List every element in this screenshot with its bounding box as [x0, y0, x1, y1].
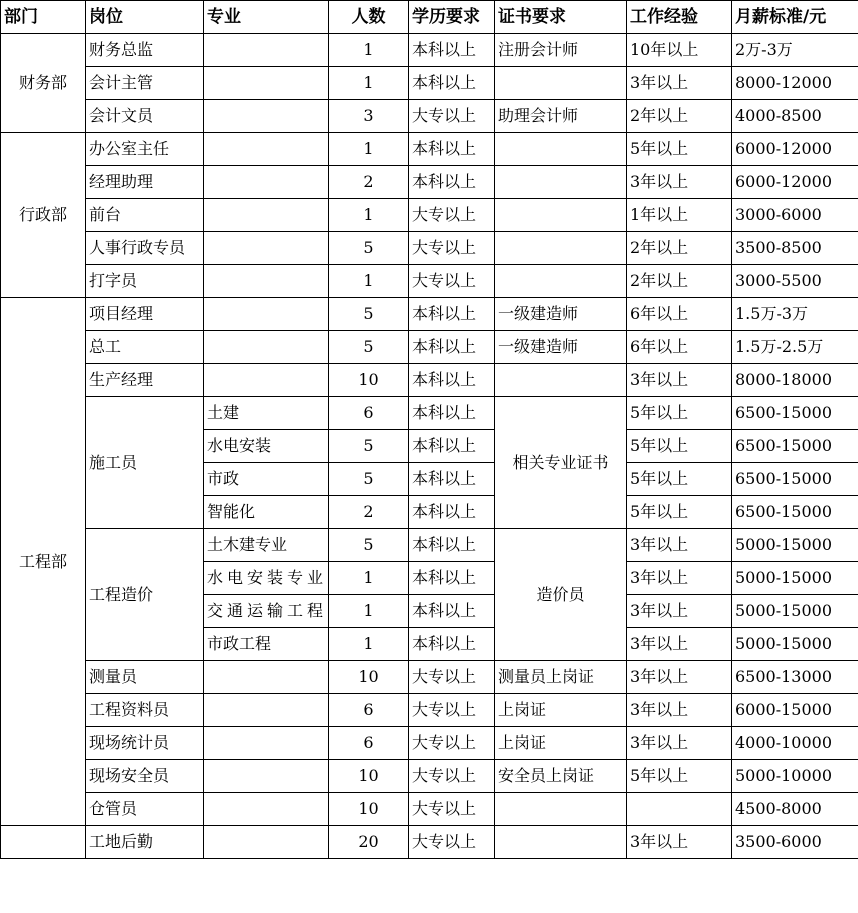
experience-cell: 5年以上 [627, 463, 732, 496]
experience-cell: 3年以上 [627, 67, 732, 100]
position-cell: 总工 [86, 331, 204, 364]
count-cell: 1 [329, 133, 409, 166]
experience-cell: 3年以上 [627, 595, 732, 628]
certificate-cell: 安全员上岗证 [495, 760, 627, 793]
experience-cell: 5年以上 [627, 496, 732, 529]
header-position: 岗位 [86, 1, 204, 34]
experience-cell: 6年以上 [627, 331, 732, 364]
department-cell [1, 826, 86, 859]
department-cell: 财务部 [1, 34, 86, 133]
certificate-cell: 测量员上岗证 [495, 661, 627, 694]
experience-cell: 5年以上 [627, 133, 732, 166]
certificate-cell: 上岗证 [495, 727, 627, 760]
count-cell: 6 [329, 727, 409, 760]
experience-cell [627, 793, 732, 826]
certificate-cell: 一级建造师 [495, 298, 627, 331]
salary-cell: 5000-15000 [732, 562, 858, 595]
count-cell: 10 [329, 661, 409, 694]
experience-cell: 5年以上 [627, 397, 732, 430]
salary-cell: 5000-15000 [732, 529, 858, 562]
education-cell: 本科以上 [409, 430, 495, 463]
certificate-cell: 相关专业证书 [495, 397, 627, 529]
major-cell [204, 727, 329, 760]
table-row [1, 199, 858, 232]
major-cell: 水电安装 [204, 430, 329, 463]
table-row [1, 694, 858, 727]
education-cell: 本科以上 [409, 331, 495, 364]
salary-cell: 4000-8500 [732, 100, 858, 133]
salary-cell: 8000-18000 [732, 364, 858, 397]
table-row [1, 364, 858, 397]
count-cell: 1 [329, 562, 409, 595]
experience-cell: 2年以上 [627, 265, 732, 298]
table-row [1, 34, 858, 67]
header-major: 专业 [204, 1, 329, 34]
education-cell: 本科以上 [409, 562, 495, 595]
table-row [1, 529, 858, 562]
major-cell [204, 67, 329, 100]
major-cell [204, 331, 329, 364]
experience-cell: 6年以上 [627, 298, 732, 331]
header-salary: 月薪标准/元 [732, 1, 858, 34]
salary-cell: 1.5万-2.5万 [732, 331, 858, 364]
table-row [1, 67, 858, 100]
position-cell: 生产经理 [86, 364, 204, 397]
certificate-cell: 注册会计师 [495, 34, 627, 67]
salary-cell: 5000-15000 [732, 595, 858, 628]
experience-cell: 2年以上 [627, 100, 732, 133]
major-cell [204, 661, 329, 694]
count-cell: 10 [329, 793, 409, 826]
major-cell: 水电安装专业 [204, 562, 329, 595]
count-cell: 10 [329, 364, 409, 397]
certificate-cell [495, 199, 627, 232]
salary-cell: 6000-15000 [732, 694, 858, 727]
salary-cell: 6500-15000 [732, 397, 858, 430]
education-cell: 本科以上 [409, 628, 495, 661]
experience-cell: 3年以上 [627, 166, 732, 199]
certificate-cell: 一级建造师 [495, 331, 627, 364]
education-cell: 本科以上 [409, 364, 495, 397]
count-cell: 5 [329, 463, 409, 496]
count-cell: 1 [329, 595, 409, 628]
table-row [1, 331, 858, 364]
salary-cell: 3000-5500 [732, 265, 858, 298]
experience-cell: 1年以上 [627, 199, 732, 232]
education-cell: 大专以上 [409, 661, 495, 694]
table-row [1, 793, 858, 826]
position-cell: 测量员 [86, 661, 204, 694]
education-cell: 本科以上 [409, 298, 495, 331]
certificate-cell [495, 133, 627, 166]
count-cell: 1 [329, 34, 409, 67]
position-cell: 会计文员 [86, 100, 204, 133]
header-experience: 工作经验 [627, 1, 732, 34]
position-cell: 办公室主任 [86, 133, 204, 166]
certificate-cell [495, 793, 627, 826]
experience-cell: 3年以上 [627, 727, 732, 760]
position-cell: 打字员 [86, 265, 204, 298]
certificate-cell: 助理会计师 [495, 100, 627, 133]
certificate-cell: 造价员 [495, 529, 627, 661]
education-cell: 大专以上 [409, 199, 495, 232]
salary-cell: 3500-6000 [732, 826, 858, 859]
education-cell: 大专以上 [409, 100, 495, 133]
department-cell: 工程部 [1, 298, 86, 826]
experience-cell: 3年以上 [627, 826, 732, 859]
education-cell: 本科以上 [409, 166, 495, 199]
certificate-cell [495, 364, 627, 397]
certificate-cell [495, 67, 627, 100]
major-cell [204, 298, 329, 331]
salary-cell: 6500-13000 [732, 661, 858, 694]
education-cell: 本科以上 [409, 397, 495, 430]
table-row [1, 760, 858, 793]
major-cell [204, 826, 329, 859]
major-cell [204, 694, 329, 727]
major-cell: 智能化 [204, 496, 329, 529]
experience-cell: 10年以上 [627, 34, 732, 67]
major-cell [204, 793, 329, 826]
certificate-cell: 上岗证 [495, 694, 627, 727]
education-cell: 大专以上 [409, 826, 495, 859]
header-department: 部门 [1, 1, 86, 34]
position-cell: 工程资料员 [86, 694, 204, 727]
count-cell: 5 [329, 331, 409, 364]
position-cell: 经理助理 [86, 166, 204, 199]
salary-cell: 6500-15000 [732, 496, 858, 529]
position-cell: 人事行政专员 [86, 232, 204, 265]
position-cell: 项目经理 [86, 298, 204, 331]
salary-cell: 3500-8500 [732, 232, 858, 265]
salary-cell: 6000-12000 [732, 133, 858, 166]
salary-cell: 1.5万-3万 [732, 298, 858, 331]
position-cell: 工程造价 [86, 529, 204, 661]
count-cell: 2 [329, 166, 409, 199]
position-cell: 财务总监 [86, 34, 204, 67]
count-cell: 10 [329, 760, 409, 793]
table-row [1, 133, 858, 166]
salary-cell: 5000-15000 [732, 628, 858, 661]
experience-cell: 3年以上 [627, 661, 732, 694]
major-cell [204, 364, 329, 397]
salary-cell: 6000-12000 [732, 166, 858, 199]
count-cell: 2 [329, 496, 409, 529]
salary-cell: 3000-6000 [732, 199, 858, 232]
major-cell: 市政工程 [204, 628, 329, 661]
education-cell: 本科以上 [409, 34, 495, 67]
education-cell: 本科以上 [409, 133, 495, 166]
table-row [1, 826, 858, 859]
header-education: 学历要求 [409, 1, 495, 34]
education-cell: 本科以上 [409, 67, 495, 100]
table-row [1, 727, 858, 760]
experience-cell: 5年以上 [627, 760, 732, 793]
position-cell: 施工员 [86, 397, 204, 529]
education-cell: 本科以上 [409, 463, 495, 496]
table-row [1, 166, 858, 199]
major-cell [204, 133, 329, 166]
major-cell [204, 199, 329, 232]
count-cell: 1 [329, 67, 409, 100]
education-cell: 大专以上 [409, 793, 495, 826]
count-cell: 5 [329, 232, 409, 265]
count-cell: 6 [329, 397, 409, 430]
position-cell: 前台 [86, 199, 204, 232]
education-cell: 本科以上 [409, 595, 495, 628]
table-row [1, 265, 858, 298]
major-cell: 土木建专业 [204, 529, 329, 562]
experience-cell: 3年以上 [627, 562, 732, 595]
count-cell: 5 [329, 529, 409, 562]
table-row [1, 661, 858, 694]
major-cell: 市政 [204, 463, 329, 496]
salary-cell: 4000-10000 [732, 727, 858, 760]
major-cell [204, 232, 329, 265]
major-cell: 交通运输工程 [204, 595, 329, 628]
education-cell: 大专以上 [409, 265, 495, 298]
major-cell [204, 100, 329, 133]
experience-cell: 3年以上 [627, 529, 732, 562]
certificate-cell [495, 826, 627, 859]
certificate-cell [495, 232, 627, 265]
count-cell: 3 [329, 100, 409, 133]
education-cell: 大专以上 [409, 760, 495, 793]
position-cell: 仓管员 [86, 793, 204, 826]
major-cell [204, 760, 329, 793]
major-cell: 土建 [204, 397, 329, 430]
position-cell: 现场安全员 [86, 760, 204, 793]
education-cell: 大专以上 [409, 232, 495, 265]
position-cell: 工地后勤 [86, 826, 204, 859]
salary-cell: 6500-15000 [732, 463, 858, 496]
experience-cell: 3年以上 [627, 628, 732, 661]
certificate-cell [495, 166, 627, 199]
table-row [1, 397, 858, 430]
header-certificate: 证书要求 [495, 1, 627, 34]
salary-cell: 4500-8000 [732, 793, 858, 826]
major-cell [204, 265, 329, 298]
count-cell: 20 [329, 826, 409, 859]
position-cell: 现场统计员 [86, 727, 204, 760]
salary-cell: 8000-12000 [732, 67, 858, 100]
position-cell: 会计主管 [86, 67, 204, 100]
header-row [1, 1, 858, 34]
department-cell: 行政部 [1, 133, 86, 298]
experience-cell: 2年以上 [627, 232, 732, 265]
table-row [1, 232, 858, 265]
experience-cell: 3年以上 [627, 364, 732, 397]
certificate-cell [495, 265, 627, 298]
table-row [1, 298, 858, 331]
education-cell: 本科以上 [409, 496, 495, 529]
salary-cell: 2万-3万 [732, 34, 858, 67]
count-cell: 5 [329, 430, 409, 463]
salary-cell: 5000-10000 [732, 760, 858, 793]
education-cell: 本科以上 [409, 529, 495, 562]
experience-cell: 3年以上 [627, 694, 732, 727]
major-cell [204, 34, 329, 67]
count-cell: 6 [329, 694, 409, 727]
education-cell: 大专以上 [409, 694, 495, 727]
count-cell: 1 [329, 628, 409, 661]
count-cell: 5 [329, 298, 409, 331]
table-row [1, 100, 858, 133]
major-cell [204, 166, 329, 199]
header-count: 人数 [329, 1, 409, 34]
count-cell: 1 [329, 199, 409, 232]
count-cell: 1 [329, 265, 409, 298]
experience-cell: 5年以上 [627, 430, 732, 463]
salary-cell: 6500-15000 [732, 430, 858, 463]
education-cell: 大专以上 [409, 727, 495, 760]
